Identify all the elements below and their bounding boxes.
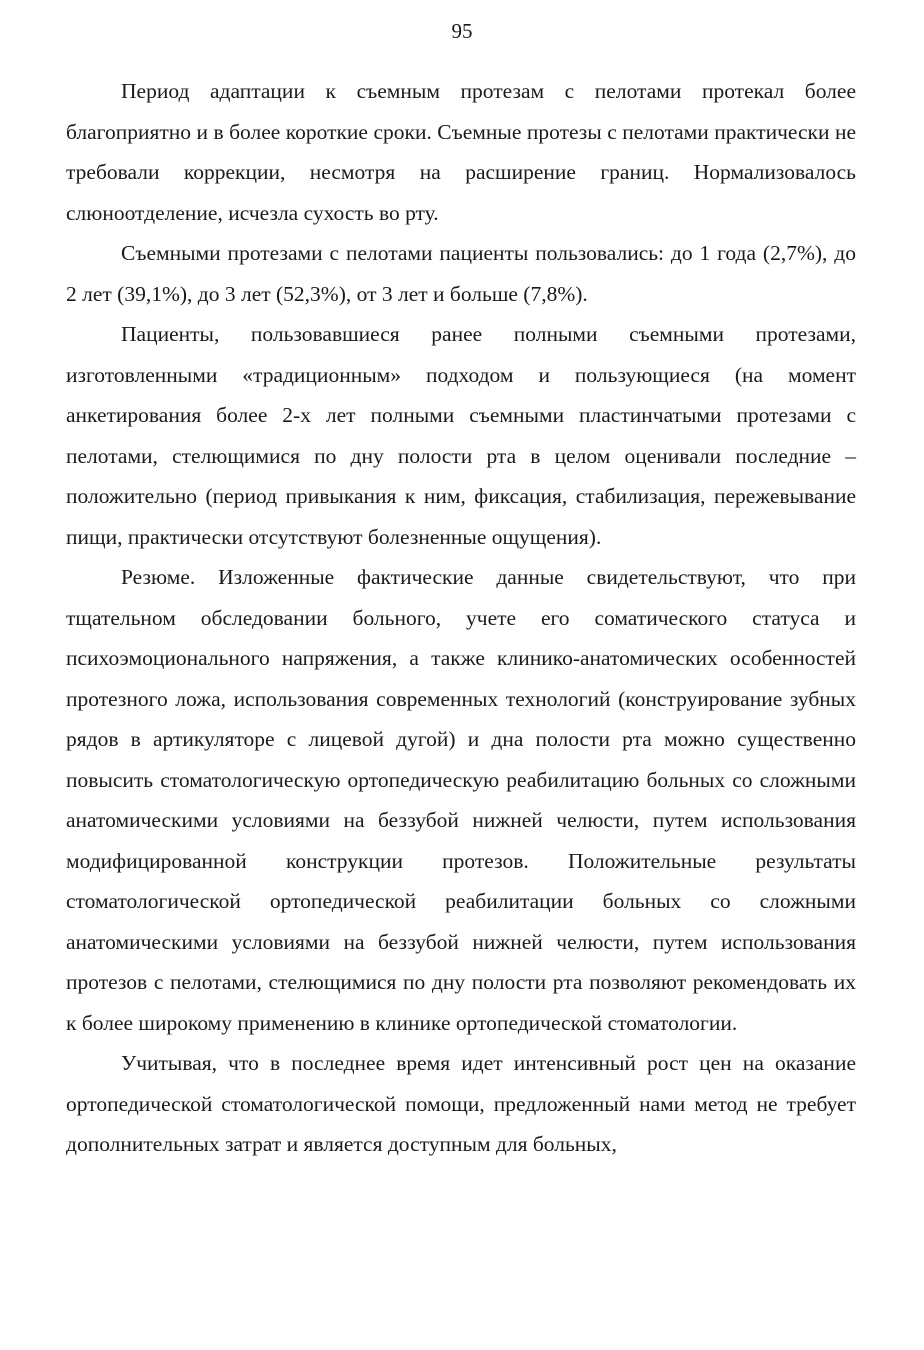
paragraph-patient-assessment: Пациенты, пользовавшиеся ранее полными съемными протезами, изготовленными «традиционным» подходом и пользующиеся (на момент анкетирования более 2-х лет полными съемными пластинчатыми протезами с пелотами, стелющимися по дну полости рта в целом оценивали последние – положительно (период привыкания к ним, фиксация, стабилизация, пережевывание пищи, практически отсутствуют болезненные ощущения). [66, 322, 856, 549]
paragraph-summary: Резюме. Изложенные фактические данные свидетельствуют, что при тщательном обследовании больного, учете его соматического статуса и психоэмоционального напряжения, а также клинико-анатомических особенностей протезного ложа, использования современных технологий (конструирование зубных рядов в артикуляторе с лицевой дугой) и дна полости рта можно существенно повысить стоматологическую ортопедическую реабилитацию больных со сложными анатомическими условиями на беззубой нижней челюсти, путем использования модифицированной конструкции протезов. Положительные результаты стоматологической ортопедической реабилитации больных со сложными анатомическими условиями на беззубой нижней челюсти, путем использования протезов с пелотами, стелющимися по дну полости рта позволяют рекомендовать их к более широкому применению в клинике ортопедической стоматологии. [66, 565, 856, 1035]
paragraph-adaptation-period: Период адаптации к съемным протезам с пелотами протекал более благоприятно и в более короткие сроки. Съемные протезы с пелотами практически не требовали коррекции, несмотря на расширение границ. Нормализовалось слюноотделение, исчезла сухость во рту. [66, 79, 856, 225]
paragraph-cost-considerations: Учитывая, что в последнее время идет интенсивный рост цен на оказание ортопедической стоматологической помощи, предложенный нами метод не требует дополнительных затрат и является доступным для больных, [66, 1051, 856, 1156]
page-number: 95 [451, 19, 473, 43]
paragraph-usage-duration: Съемными протезами с пелотами пациенты пользовались: до 1 года (2,7%), до 2 лет (39,1%), до 3 лет (52,3%), от 3 лет и больше (7,8%). [66, 241, 856, 306]
document-body [66, 71, 856, 1165]
